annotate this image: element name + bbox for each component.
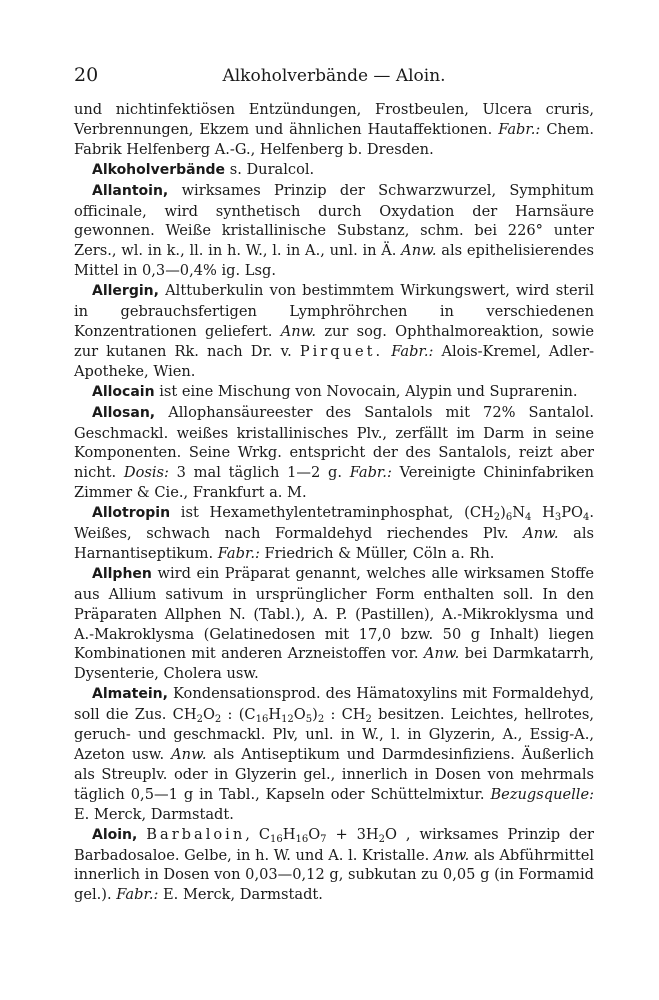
formula-part: ist Hexamethylentetraminphosphat, (CH (170, 504, 494, 522)
usage-text: als Harnantiseptikum. (74, 525, 595, 562)
entry-text: wirksames Prinzip der Schwarzwurzel, Symphitum officinale, wird synthetisch durch Oxydation der Harnsäure gewonnen. Weiße kristallinische Substanz, schm. bei 226° unter Zers., wl. in k., ll. in h. W., l. in A., unl. in Ä. (74, 181, 594, 260)
usage-text: als Abführmittel innerlich in Dosen von 0,03—0,12 g, subkutan zu 0,05 g (in Formamid gel.). (74, 846, 594, 904)
formula-part: H (531, 504, 555, 522)
entry-term: Allocain (92, 383, 155, 400)
entry-allosan (74, 403, 594, 504)
formula-subscript: 2 (214, 714, 222, 726)
entry-text: Alttuberkulin von bestimmtem Wirkungswert, wird steril in gebrauchsfertigen Lymphröhrchen in verschiedenen Konzentrationen geliefert. (74, 282, 594, 340)
formula-subscript: 16 (255, 714, 269, 726)
manufacturer-text: E. Merck, Darmstadt. (158, 886, 323, 904)
anw-label: Anw. (523, 525, 559, 543)
formula-subscript: 5 (305, 714, 313, 726)
formula-part: H (282, 825, 296, 843)
entry-text: wird ein Präparat genannt, welches alle wirksamen Stoffe aus Allium sativum in ursprünglicher Form enthalten soll. In den Präparaten Allphen N. (Tabl.), A. P. (Pastillen), A.-Mikroklysma und A.-Makroklysma (Gelatinedosen mit 17,0 bzw. 50 g Inhalt) liegen Kombinationen mit anderen Arzneistoffen vor. (74, 564, 594, 663)
anw-label: Anw. (423, 645, 460, 663)
entry-allphen (74, 564, 594, 684)
entry-text: Allophansäureester des Santalols mit 72% Santalol. Geschmackl. weißes kristallinisches Plv., zerfällt im Darm in seine Komponenten. Seine Wrkg. entspricht der des Santalols, reizt aber nicht. (74, 403, 594, 482)
formula-subscript: 7 (320, 833, 327, 845)
anw-label: Anw. (401, 242, 437, 260)
entry-term: Allosan, (92, 404, 156, 421)
entry-allantoin (74, 181, 594, 282)
formula-subscript: 2 (365, 714, 372, 726)
manufacturer-text: Chem. Fabrik Helfenberg A.-G., Helfenberg b. Dresden. (74, 120, 594, 158)
formula-part: H (268, 706, 282, 724)
formula-subscript: 16 (270, 833, 283, 845)
entry-allotropin (74, 503, 594, 564)
formula-part: O (308, 825, 321, 843)
page-header (74, 64, 594, 100)
dosage-text: 3 mal täglich 1—2 g. (168, 464, 350, 482)
entry-term: Allphen (92, 565, 152, 582)
fabr-label: Fabr.: (116, 886, 159, 904)
formula-part: + 3H (326, 825, 379, 843)
fabr-label: Fabr.: (498, 120, 541, 138)
bezugsquelle-label: Bezugsquelle: (490, 785, 594, 803)
entry-allergin (74, 281, 594, 382)
formula-subscript: 3 (554, 512, 562, 524)
formula-subscript: 2 (378, 833, 386, 845)
formula-subscript: 2 (196, 714, 203, 726)
formula-part: PO (561, 504, 583, 522)
entry-allocain (74, 382, 594, 403)
entry-term: Aloin, (92, 826, 138, 843)
entry-term: Allantoin, (92, 182, 169, 199)
manufacturer-text: Friedrich & Müller, Cöln a. Rh. (259, 544, 495, 562)
entry-text: besitzen. Leichtes, hellrotes, geruch- und geschmackl. Plv, unl. in W., l. in Glyzerin, A., Essig-A., Azeton usw. (74, 706, 595, 763)
formula-part: Kondensationsprod. des Hämatoxylins mit Formaldehyd, soll die Zus. CH (74, 685, 594, 724)
entry-almatein (74, 684, 594, 824)
anw-label: Anw. (433, 846, 470, 864)
formula-part: : (C (221, 706, 256, 724)
entry-text: s. Duralcol. (225, 160, 315, 178)
page-number: 20 (74, 64, 99, 86)
entry-term: Allergin, (92, 283, 159, 300)
entry-text: und nichtinfektiösen Entzündungen, Frostbeulen, Ulcera cruris, Verbrennungen, Ekzem und ähnlichen Hautaffektionen. (74, 101, 594, 138)
formula-part: ) (312, 706, 318, 724)
formula-part: ) (500, 504, 506, 522)
page-body (74, 100, 594, 905)
entry-term: Almatein, (92, 686, 168, 703)
formula-subscript: 6 (505, 512, 513, 524)
entry-continuation (74, 100, 594, 160)
supplier-text: E. Merck, Darmstadt. (74, 805, 234, 823)
usage-text: als epithelisierendes Mittel in 0,3—0,4% ig. Lsg. (74, 242, 594, 280)
formula-part: : CH (324, 706, 366, 724)
formula-part: , C (245, 825, 270, 843)
formula-part: N (512, 504, 525, 522)
manufacturer-text: Vereinigte Chininfabriken Zimmer & Cie., Frankfurt a. M. (74, 464, 595, 502)
usage-text: als Antiseptikum und Darmdesinfiziens. Äußerlich als Streuplv. oder in Glyzerin gel., innerlich in Dosen von mehrmals täglich 0,5—1 g in Tabl., Kapseln oder Schüttelmixtur. (74, 746, 595, 803)
entry-term: Allotropin (92, 505, 171, 522)
usage-text: bei Darmkatarrh, Dysenterie, Cholera usw. (74, 645, 594, 683)
fabr-label: Fabr.: (391, 342, 434, 360)
formula-subscript: 2 (317, 714, 325, 726)
entry-term: Alkoholverbände (92, 161, 226, 178)
formula-subscript: 2 (493, 512, 501, 524)
running-title: Alkoholverbände — Aloin. (222, 66, 446, 86)
formula-subscript: 16 (295, 833, 309, 845)
spaced-name: Barbaloin (146, 825, 246, 843)
formula-subscript: 12 (281, 714, 294, 726)
dosis-label: Dosis: (123, 464, 169, 482)
manufacturer-text: Alois-Kremel, Adler-Apotheke, Wien. (74, 342, 595, 380)
spaced-name: Pirquet. (299, 342, 384, 360)
usage-text: zur sog. Ophthalmoreaktion, sowie zur kutanen Rk. nach Dr. v. (74, 322, 594, 360)
fabr-label: Fabr.: (217, 544, 260, 562)
entry-aloin (74, 825, 594, 906)
fabr-label: Fabr.: (349, 464, 392, 482)
formula-subscript: 4 (582, 512, 590, 524)
entry-text: O , wirksames Prinzip der Barbadosaloe. Gelbe, in h. W. und A. l. Kristalle. (74, 825, 595, 864)
entry-alkoholverbaende (74, 160, 594, 181)
formula-part: O (293, 706, 306, 724)
entry-text: . Weißes, schwach nach Formaldehyd riechendes Plv. (74, 504, 594, 543)
anw-label: Anw. (280, 322, 317, 340)
formula-part: O (202, 706, 215, 724)
anw-label: Anw. (171, 746, 207, 763)
entry-text: ist eine Mischung von Novocain, Alypin und Suprarenin. (154, 382, 578, 400)
formula-subscript: 4 (524, 512, 532, 524)
book-page (74, 64, 594, 905)
